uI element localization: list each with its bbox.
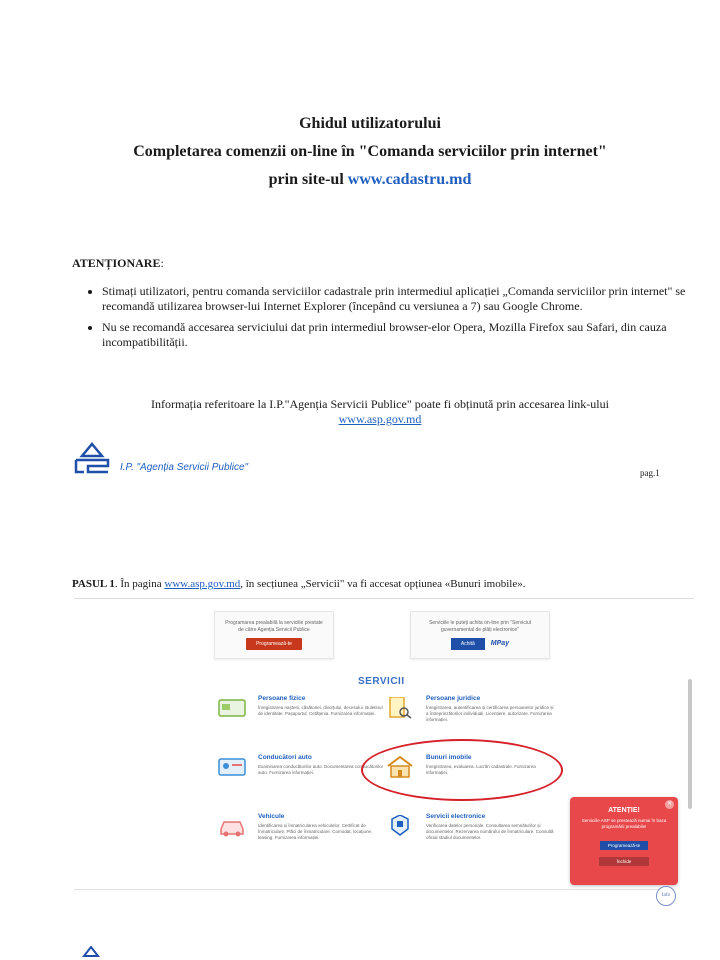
- service-desc: Identificarea și înmatricularea vehiculelor. Certificat de înmatriculare. Plăci de înmatriculare. Comodat, locațiune, leasing. Furnizarea informației.: [258, 823, 373, 840]
- screenshot-divider: [74, 889, 674, 890]
- pay-button[interactable]: Achită: [451, 638, 485, 650]
- document-title: [60, 110, 680, 194]
- warning-bullet-1: • Stimați utilizatori, pentru comanda serviciilor cadastrale prin intermediul aplicației „Comanda serviciilor prin internet" se recomandă utilizarea browser-lui Internet Explorer (începând cu versiunea a 7) sau Google Chrome.: [102, 284, 702, 314]
- appointment-button[interactable]: Programează-te: [246, 638, 302, 650]
- service-name: Vehicule: [258, 813, 285, 820]
- electronic-services-icon: [386, 815, 414, 837]
- title-line-2: Completarea comenzii on-line în "Comanda serviciilor prin internet": [133, 143, 607, 160]
- warning-heading: [72, 256, 164, 271]
- info-paragraph: [100, 397, 660, 427]
- document-search-icon: [386, 697, 414, 719]
- car-icon: [218, 815, 246, 837]
- service-name: Persoane fizice: [258, 695, 306, 702]
- service-name: Persoane juridice: [426, 695, 481, 702]
- warning-heading-text: ATENȚIONARE: [72, 256, 161, 270]
- service-desc: Înregistrarea, evaluarea. Lucrări cadastrale. Furnizarea informației.: [426, 764, 536, 775]
- service-name: Conducători auto: [258, 754, 312, 761]
- popup-appointment-button[interactable]: Programează-te: [600, 841, 648, 850]
- step-label: PASUL 1: [72, 578, 115, 590]
- info-badge[interactable]: Info: [656, 886, 676, 906]
- asp-logo-icon-bottom: [78, 946, 104, 960]
- warning-heading-colon: :: [160, 256, 164, 270]
- title-line-1: Ghidul utilizatorului: [299, 115, 441, 132]
- payment-card: [410, 611, 550, 659]
- page-scrollbar[interactable]: [688, 679, 692, 809]
- website-screenshot: [74, 598, 694, 895]
- mpay-logo: MPay: [490, 640, 510, 647]
- step-1-instruction: [72, 578, 525, 590]
- asp-logo-icon: [72, 442, 112, 478]
- step-text-before: . În pagina: [114, 578, 165, 590]
- service-desc: Examinarea conducătorilor auto. Documentarea conducătorilor auto. Furnizarea informației.: [258, 764, 384, 775]
- warning-bullet-2: • Nu se recomandă accesarea serviciului dat prin intermediul browser-elor Opera, Mozilla Firefox sau Safari, din cauza incompatibilității.: [102, 320, 702, 350]
- warning-list: [88, 284, 702, 356]
- service-name: Servicii electronice: [426, 813, 486, 820]
- attention-popup: [570, 797, 678, 885]
- id-card-icon: [218, 697, 246, 719]
- popup-close-icon[interactable]: ✕: [666, 801, 673, 807]
- service-name: Bunuri imobile: [426, 754, 472, 761]
- step-asp-link[interactable]: www.asp.gov.md: [164, 578, 241, 590]
- appointment-card: [214, 611, 334, 659]
- page-number: pag.1: [640, 468, 660, 478]
- highlight-oval: [361, 739, 563, 801]
- service-desc: Verificarea datelor personale. Consultarea semnăturilor și documentelor. Rezervarea numărului de înmatriculare. Consultă oficial stadiul documentelor.: [426, 823, 554, 840]
- cadastru-link[interactable]: www.cadastru.md: [347, 171, 472, 188]
- payment-card-text: Serviciile le puteți achita on-line prin "Serviciul guvernamental de plăți electronice": [429, 620, 531, 633]
- footer-org-name: I.P. "Agenția Servicii Publice": [120, 462, 249, 473]
- service-desc: Înregistrarea nașterii, căsătoriei, divorțului, decesului. Buletinul de identitate. Pașaportul. Cetățenia. Furnizarea informației.: [258, 705, 383, 716]
- title-line-3-prefix: prin site-ul: [268, 171, 348, 188]
- popup-text: Serviciile ASP se prestează numai în baza programării prealabile!: [581, 818, 667, 829]
- popup-title: ATENȚIE!: [608, 807, 640, 814]
- asp-link[interactable]: www.asp.gov.md: [338, 412, 422, 426]
- services-section-title: SERVICII: [358, 676, 405, 687]
- service-desc: Înregistrarea, autentificarea și certificarea persoanelor juridice și a întreprinzătorilor individuali. Licențiere, autorizare. Furnizarea informației.: [426, 705, 554, 722]
- step-text-after: , în secțiunea „Servicii" va fi accesat opțiunea «Bunuri imobile».: [240, 578, 526, 590]
- popup-close-button[interactable]: Închide: [599, 857, 649, 866]
- info-text: Informația referitoare la I.P."Agenția Servicii Publice" poate fi obținută prin accesarea link-ului: [151, 397, 609, 411]
- title-line-3: [60, 166, 680, 194]
- appointment-card-text: Programarea prealabilă la serviciile prestate de către Agenția Servicii Publice: [225, 620, 323, 633]
- license-card-icon: [218, 756, 246, 778]
